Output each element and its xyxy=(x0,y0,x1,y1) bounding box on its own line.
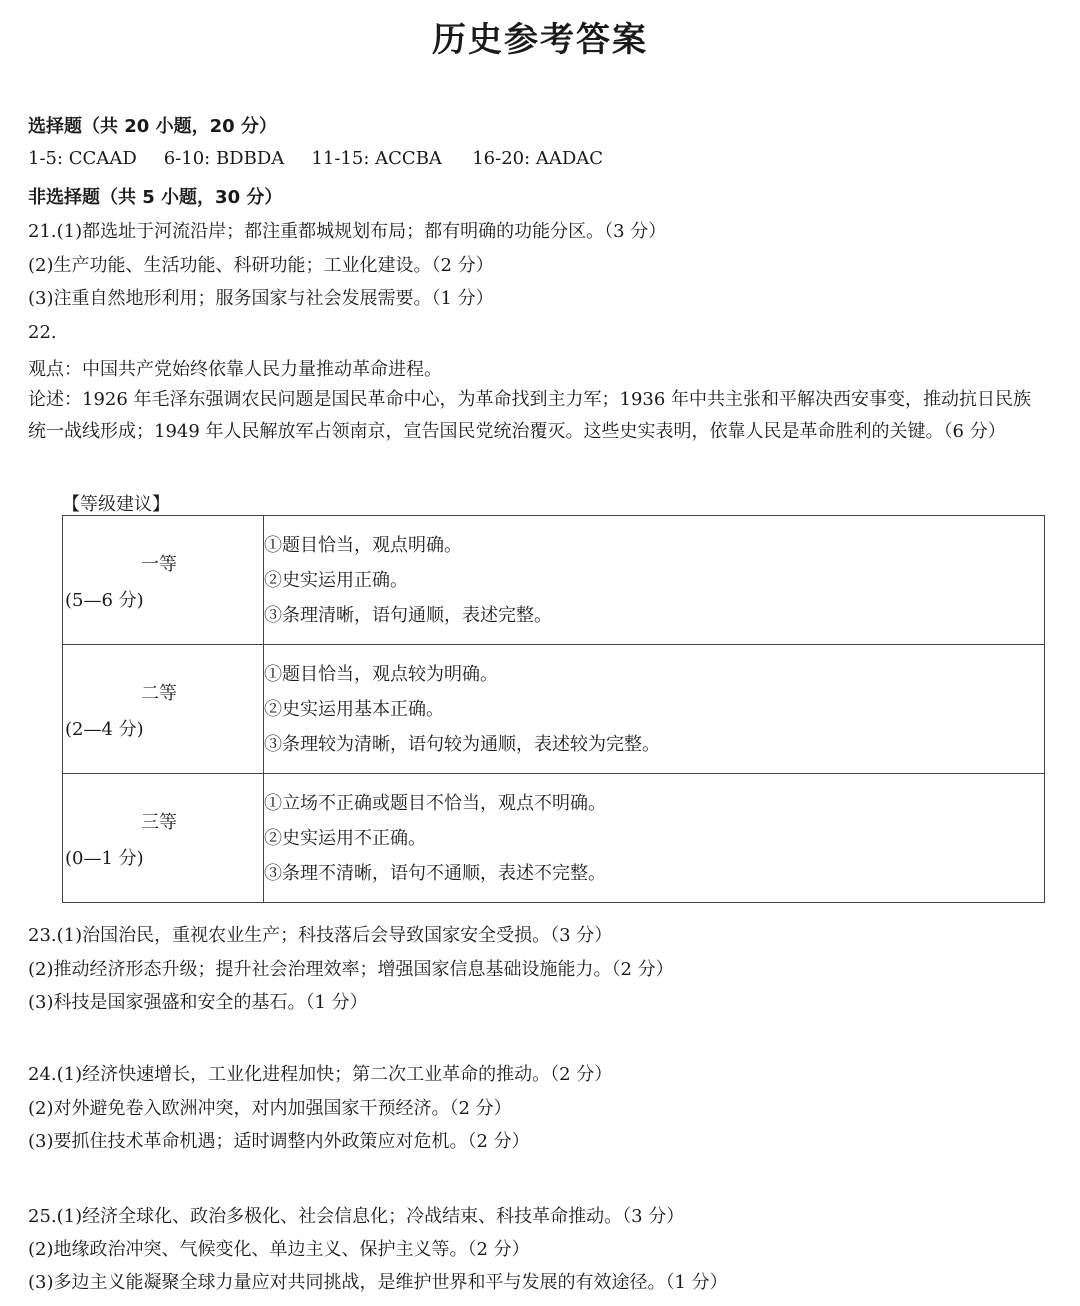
q25-part3: (3)多边主义能凝聚全球力量应对共同挑战，是维护世界和平与发展的有效途径。（1 分） xyxy=(28,1272,728,1293)
mc-answers-row xyxy=(28,148,603,169)
grade-criterion: ③条理清晰，语句通顺，表述完整。 xyxy=(264,605,552,626)
grade-level-cell xyxy=(63,645,264,774)
grade-level-cell xyxy=(63,774,264,903)
grade-criteria-cell xyxy=(264,645,1045,774)
mc-section-header: 选择题（共 20 小题，20 分） xyxy=(28,116,277,137)
grade-criterion: ①题目恰当，观点明确。 xyxy=(264,535,462,556)
mc-answer-group: 6-10: BDBDA xyxy=(163,148,285,169)
page-title: 历史参考答案 xyxy=(432,20,648,60)
grade-level: 二等 xyxy=(141,683,177,704)
grade-row xyxy=(63,516,1045,645)
mc-answer-group: 1-5: CCAAD xyxy=(28,148,137,169)
q25-part2: (2)地缘政治冲突、气候变化、单边主义、保护主义等。（2 分） xyxy=(28,1239,530,1260)
grade-row xyxy=(63,645,1045,774)
grade-criteria-cell xyxy=(264,516,1045,645)
grade-criterion: ②史实运用不正确。 xyxy=(264,828,426,849)
grade-table-title: 【等级建议】 xyxy=(62,494,170,515)
q21-part2: (2)生产功能、生活功能、科研功能；工业化建设。（2 分） xyxy=(28,255,494,276)
grade-table xyxy=(62,515,1045,903)
grade-row xyxy=(63,774,1045,903)
grade-criterion: ①题目恰当，观点较为明确。 xyxy=(264,664,498,685)
grade-level: 一等 xyxy=(141,554,177,575)
grade-range: (5—6 分) xyxy=(65,590,144,611)
grade-level: 三等 xyxy=(141,812,177,833)
grade-criterion: ①立场不正确或题目不恰当，观点不明确。 xyxy=(264,793,606,814)
q23-part1: 23.(1)治国治民，重视农业生产；科技落后会导致国家安全受损。（3 分） xyxy=(28,925,613,946)
mc-answer-group: 11-15: ACCBA xyxy=(311,148,442,169)
q23-part3: (3)科技是国家强盛和安全的基石。（1 分） xyxy=(28,992,368,1013)
q22-viewpoint: 观点：中国共产党始终依靠人民力量推动革命进程。 xyxy=(28,359,442,380)
q25-part1: 25.(1)经济全球化、政治多极化、社会信息化；冷战结束、科技革命推动。（3 分） xyxy=(28,1206,685,1227)
q21-part3: (3)注重自然地形利用；服务国家与社会发展需要。（1 分） xyxy=(28,288,494,309)
q24-part3: (3)要抓住技术革命机遇；适时调整内外政策应对危机。（2 分） xyxy=(28,1131,530,1152)
grade-criterion: ③条理不清晰，语句不通顺，表述不完整。 xyxy=(264,863,606,884)
grade-criteria-cell xyxy=(264,774,1045,903)
grade-criterion: ②史实运用正确。 xyxy=(264,570,408,591)
grade-range: (0—1 分) xyxy=(65,848,144,869)
q22-number: 22. xyxy=(28,322,57,343)
grade-range: (2—4 分) xyxy=(65,719,144,740)
grade-level-cell xyxy=(63,516,264,645)
q22-argument: 论述：1926 年毛泽东强调农民问题是国民革命中心，为革命找到主力军；1936 年中共主张和平解决西安事变，推动抗日民族统一战线形成；1949 年人民解放军占领南京，宣告国民党统治覆灭。这些史实表明，依靠人民是革命胜利的关键。（6 分） xyxy=(28,389,1032,442)
q21-part1: 21.(1)都选址于河流沿岸；都注重都城规划布局；都有明确的功能分区。（3 分） xyxy=(28,221,667,242)
q24-part1: 24.(1)经济快速增长，工业化进程加快；第二次工业革命的推动。（2 分） xyxy=(28,1064,613,1085)
q24-part2: (2)对外避免卷入欧洲冲突，对内加强国家干预经济。（2 分） xyxy=(28,1098,512,1119)
mc-answer-group: 16-20: AADAC xyxy=(472,148,604,169)
grade-criterion: ③条理较为清晰，语句较为通顺，表述较为完整。 xyxy=(264,734,660,755)
grade-criterion: ②史实运用基本正确。 xyxy=(264,699,444,720)
essay-section-header: 非选择题（共 5 小题，30 分） xyxy=(28,187,283,208)
q23-part2: (2)推动经济形态升级；提升社会治理效率；增强国家信息基础设施能力。（2 分） xyxy=(28,959,674,980)
